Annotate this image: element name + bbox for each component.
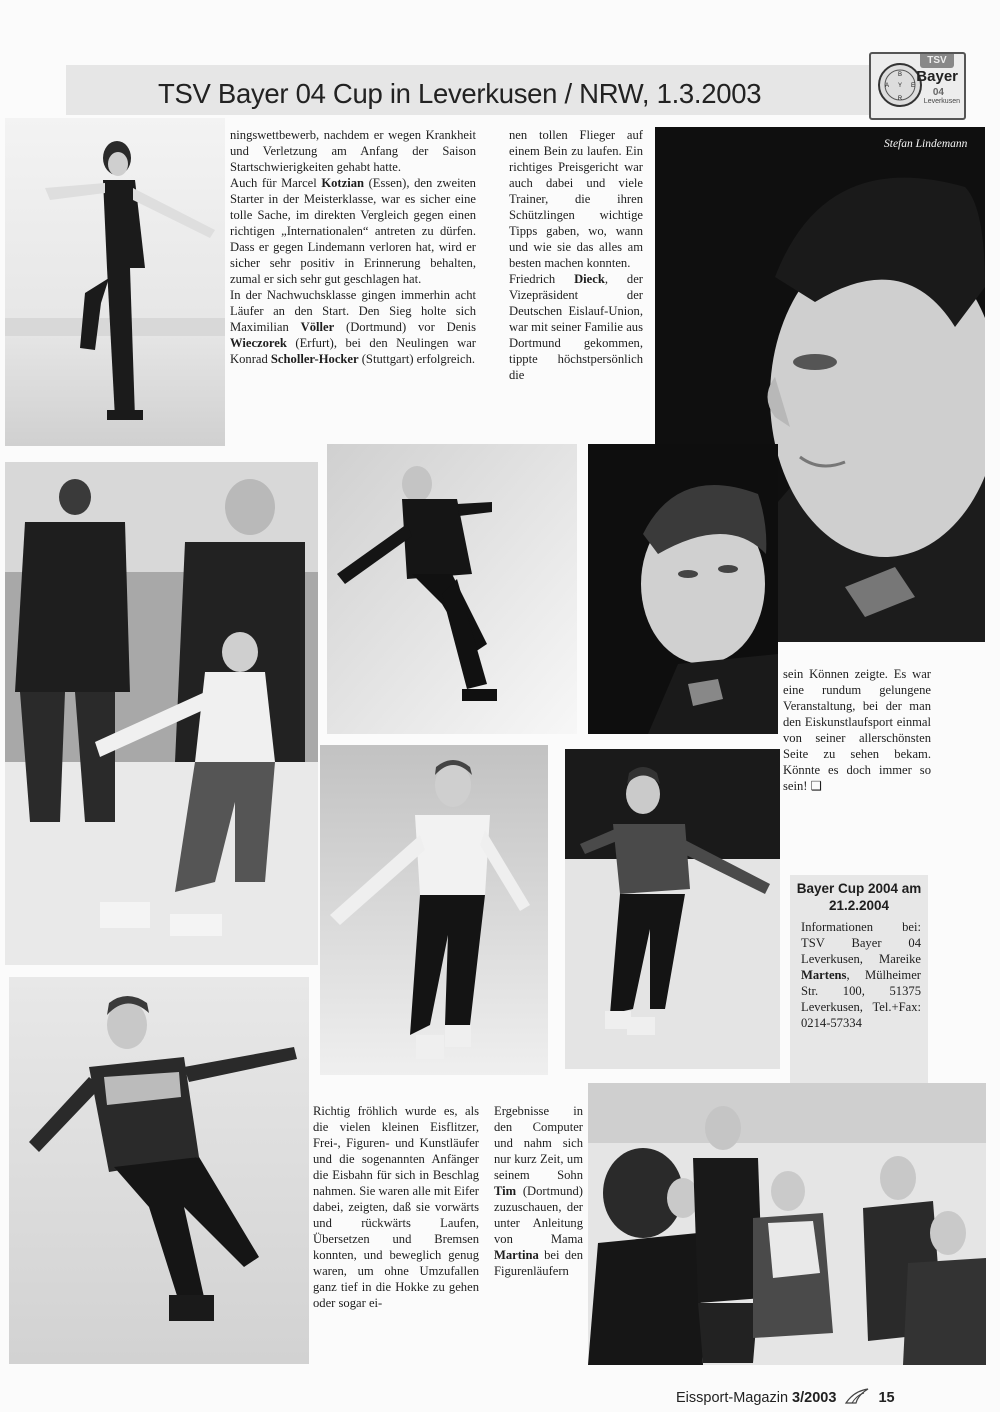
magazine-bird-icon bbox=[844, 1387, 870, 1405]
text: , Mülheimer Str. 100, 51375 Leverkusen, Tel.+Fax: 0214-57334 bbox=[801, 968, 921, 1030]
col2-para-1: nen tollen Flieger auf einem Bein zu laufen. Ein richtiges Preisgericht war auch dabei und viele Trainer, die ihren Schützlingen wichtige Tipps gaben, wo, wann und wie sie das alles am besten machen konnten. bbox=[509, 128, 643, 270]
text: Auch für Marcel bbox=[230, 176, 322, 190]
info-box-body bbox=[801, 919, 921, 1031]
photo-boy-close-portrait bbox=[588, 444, 778, 734]
text: bei den Figurenläufern bbox=[494, 1248, 583, 1278]
text: In der Nachwuchsklasse gingen immerhin acht Läufer an den Start. Den Sieg holte sich Maximilian bbox=[230, 288, 476, 334]
col5-para-1 bbox=[494, 1103, 583, 1279]
col1-para-3 bbox=[230, 287, 476, 367]
text: (Essen), den zweiten Starter in der Meisterklasse, war es sicher eine tolle Sache, im direkten Vergleich gegen einen richtigen „Internationalen“ antreten zu dürfen. Dass er gegen Lindemann verloren hat, wird er sicher sehr positiv in Erinnerung behalten, zumal er sich sehr gut geschlagen hat. bbox=[230, 176, 476, 286]
article-column-4 bbox=[313, 1103, 479, 1311]
name-bold: Scholler-Hocker bbox=[270, 352, 359, 366]
article-column-1 bbox=[230, 127, 476, 367]
col3-para-1: sein Können zeigte. Es war eine rundum gelungene Veranstaltung, bei der man den Eiskunstlaufsport einmal von seiner allerschönsten Seite zu sehen bekam. Könnte es doch immer so sein! ❑ bbox=[783, 667, 931, 793]
article-column-3 bbox=[783, 666, 931, 794]
svg-text:Y: Y bbox=[897, 83, 903, 89]
svg-text:A: A bbox=[884, 83, 890, 89]
text: (Stuttgart) erfolgreich. bbox=[358, 352, 476, 366]
photo-group-of-boys bbox=[588, 1083, 986, 1365]
photo-credit: Stefan Lindemann bbox=[884, 138, 968, 150]
photo-boy-white-shirt-smiling bbox=[320, 745, 548, 1075]
text: , der Vizepräsident der Deutschen Eislauf-Union, war mit seiner Familie aus Dortmund gekommen, tippte höchstpersönlich die bbox=[509, 272, 643, 382]
page-title: TSV Bayer 04 Cup in Leverkusen / NRW, 1.3.2003 bbox=[158, 78, 762, 109]
text: (Erfurt), bei den Neulingen war Konrad bbox=[230, 336, 476, 366]
svg-text:E: E bbox=[910, 83, 916, 89]
footer bbox=[676, 1387, 895, 1406]
photo-boy-spin-pose bbox=[5, 118, 225, 446]
text: Friedrich bbox=[509, 272, 575, 286]
photo-boy-with-judges bbox=[5, 462, 318, 965]
svg-text:R: R bbox=[897, 96, 903, 102]
photo-boy-sequin-top bbox=[565, 749, 780, 1069]
footer-issue: 3/2003 bbox=[792, 1390, 837, 1406]
logo-leverkusen: Leverkusen bbox=[923, 98, 960, 105]
name-bold: Martens bbox=[801, 968, 847, 982]
footer-magazine: Eissport-Magazin bbox=[676, 1390, 789, 1406]
col2-para-2 bbox=[509, 271, 643, 383]
col1-para-2 bbox=[230, 175, 476, 287]
logo-04: 04 bbox=[932, 87, 944, 98]
name-bold: Tim bbox=[494, 1184, 517, 1198]
name-bold: Kotzian bbox=[321, 176, 365, 190]
info-box-bayer-cup-2004 bbox=[790, 875, 928, 1097]
article-column-2 bbox=[509, 127, 643, 383]
name-bold: Dieck bbox=[574, 272, 605, 286]
col4-para-1: Richtig fröhlich wurde es, als die vielen kleinen Eisflitzer, Frei-, Figuren- und Kunstläufer und die sogenannten Anfänger die Eisbahn für sich in Beschlag nahmen. Sie waren alle mit Eifer dabei, zeigten, daß sie vorwärts und rückwärts Laufen, Übersetzen und Bremsen konnten, und beweglich genug waren, um ohne Umzufallen ganz tief in die Hokke zu gehen oder sogar ei- bbox=[313, 1104, 479, 1310]
col1-para-1: ningswettbewerb, nachdem er wegen Krankheit und Verletzung am Anfang der Saison Startschwierigkeiten gehabt hatte. bbox=[230, 128, 476, 174]
name-bold: Völler bbox=[300, 320, 335, 334]
bayer-logo bbox=[869, 52, 966, 120]
text: Informationen bei: TSV Bayer 04 Leverkusen, Mareike bbox=[801, 920, 921, 966]
photo-boy-arabesque bbox=[327, 444, 577, 734]
page-number: 15 bbox=[878, 1390, 895, 1406]
logo-tsv: TSV bbox=[920, 54, 954, 68]
text: (Dortmund) vor Denis bbox=[334, 320, 476, 334]
name-bold: Wieczorek bbox=[230, 336, 287, 350]
photo-boy-tracksuit-skating bbox=[9, 977, 309, 1364]
name-bold: Martina bbox=[494, 1248, 539, 1262]
text: Ergebnisse in den Computer und nahm sich nur kurz Zeit, um seinem Sohn bbox=[494, 1104, 583, 1182]
svg-text:B: B bbox=[897, 72, 903, 78]
logo-bayer: Bayer bbox=[916, 68, 958, 85]
info-box-heading: Bayer Cup 2004 am 21.2.2004 bbox=[796, 881, 922, 913]
text: (Dortmund) zuzuschauen, der unter Anleitung von Mama bbox=[494, 1184, 583, 1246]
article-column-5 bbox=[494, 1103, 583, 1279]
